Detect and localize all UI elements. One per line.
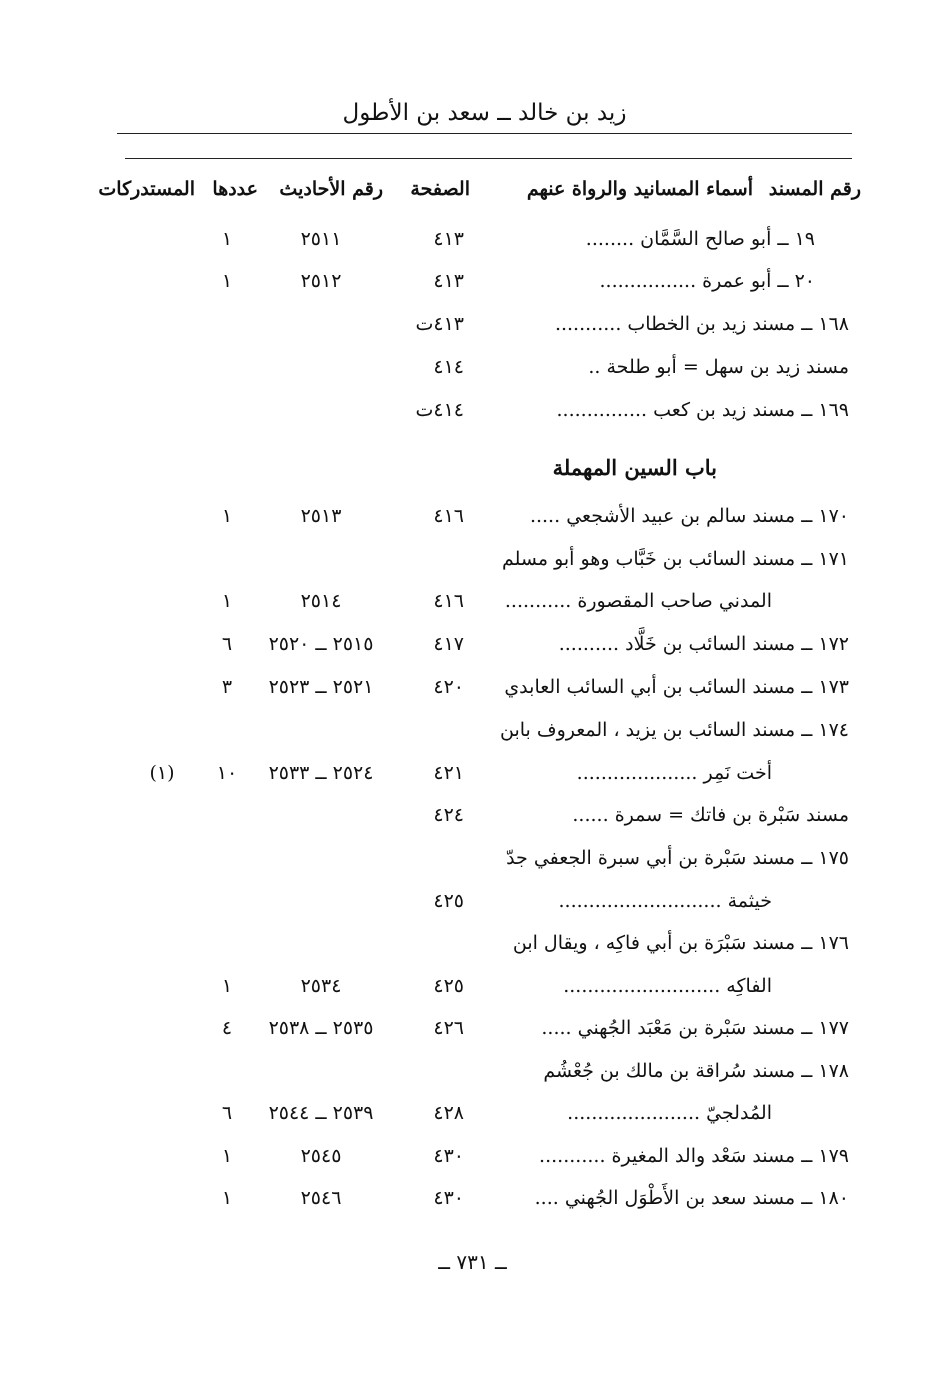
count-cell: ٦ — [221, 1102, 233, 1124]
table-row — [0, 975, 945, 1015]
page-cell: ٤٢٦ — [433, 1017, 464, 1039]
table-row — [0, 399, 945, 439]
table-row — [0, 548, 945, 588]
entry-name — [557, 399, 850, 421]
page-cell: ٤١٣ت — [415, 313, 464, 335]
page-cell: ٤٢٥ — [433, 890, 464, 912]
entry-text: أخت نَمِر — [703, 762, 772, 784]
entry-name — [599, 270, 815, 292]
section-title: باب السين المهملة — [552, 455, 717, 480]
entry-name — [588, 356, 849, 378]
hadith-numbers-cell: ٢٥٣٤ — [300, 975, 342, 997]
entry-text: ٢٠ ــ أبو عمرة — [702, 270, 815, 292]
leader-dots: ..... — [541, 1017, 572, 1039]
entry-text: المُدلجيّ — [706, 1102, 772, 1124]
entry-name — [558, 890, 772, 912]
hadith-numbers-cell: ٢٥٢٤ ــ ٢٥٣٣ — [268, 762, 374, 784]
entry-name — [577, 762, 772, 784]
hadith-numbers-cell: ٢٥١٣ — [300, 505, 342, 527]
table-row — [0, 676, 945, 716]
page-cell: ٤٢٥ — [433, 975, 464, 997]
page-cell: ٤١٦ — [433, 590, 464, 612]
table-row — [0, 590, 945, 630]
table-row — [0, 1102, 945, 1142]
leader-dots: ...... — [572, 804, 609, 826]
header-hadith-numbers: رقم الأحاديث — [279, 178, 383, 200]
entry-name — [543, 1060, 849, 1082]
table-row — [0, 633, 945, 673]
page-cell: ٤٢١ — [433, 762, 464, 784]
count-cell: ٣ — [221, 676, 233, 698]
count-cell: ١ — [221, 1187, 233, 1209]
leader-dots: .......... — [558, 633, 620, 655]
entry-name — [555, 313, 849, 335]
entry-name — [513, 932, 849, 954]
leader-dots: ...................... — [567, 1102, 701, 1124]
header-rule — [117, 133, 852, 134]
page-cell: ٤٢٠ — [433, 676, 464, 698]
table-row — [0, 270, 945, 310]
entry-name — [505, 590, 772, 612]
page-cell: ٤١٣ — [433, 228, 464, 250]
count-cell: ١ — [221, 505, 233, 527]
entry-name — [559, 633, 849, 655]
page-cell: ٤٣٠ — [433, 1145, 464, 1167]
entry-text: ١٧٤ ــ مسند السائب بن يزيد ، المعروف بابن — [500, 719, 849, 741]
table-row — [0, 1017, 945, 1057]
table-row — [0, 1187, 945, 1227]
entry-text: مسند زيد بن سهل = أبو طلحة — [606, 356, 849, 378]
hadith-numbers-cell: ٢٥٣٥ ــ ٢٥٣٨ — [268, 1017, 374, 1039]
running-head: زيد بن خالد ــ سعد بن الأطول — [342, 100, 627, 126]
table-row — [0, 1060, 945, 1100]
leader-dots: .... — [534, 1187, 559, 1209]
hadith-numbers-cell: ٢٥١٢ — [300, 270, 342, 292]
table-row — [0, 932, 945, 972]
entry-name — [530, 505, 849, 527]
table-row — [0, 505, 945, 545]
leader-dots: ........ — [585, 228, 635, 250]
entry-name — [535, 1187, 849, 1209]
count-cell: ١٠ — [216, 762, 238, 784]
page-cell: ٤٢٨ — [433, 1102, 464, 1124]
entry-text: مسند سَبْرة بن فاتك = سمرة — [614, 804, 849, 826]
entry-name — [500, 719, 849, 741]
entry-name — [563, 975, 772, 997]
entry-text: ١٧٦ ــ مسند سَبْرَة بن أبي فاكِه ، ويقال ابن — [512, 932, 849, 954]
page-cell: ٤١٤ت — [415, 399, 464, 421]
entry-name — [586, 228, 815, 250]
entry-name — [504, 676, 849, 698]
entry-text: خيثمة — [727, 890, 772, 912]
page-cell: ٤١٤ — [433, 356, 464, 378]
entry-text: ١٧٠ ــ مسند سالم بن عبيد الأشجعي — [566, 505, 849, 527]
entry-name — [541, 1017, 849, 1039]
entry-text: ١٧٣ ــ مسند السائب بن أبي السائب العابدي — [504, 676, 849, 698]
count-cell: ١ — [221, 228, 233, 250]
table-row — [0, 356, 945, 396]
page-cell: ٤١٦ — [433, 505, 464, 527]
hadith-numbers-cell: ٢٥٢١ ــ ٢٥٢٣ — [268, 676, 374, 698]
header-page: الصفحة — [410, 178, 470, 200]
count-cell: ٤ — [221, 1017, 233, 1039]
page-cell: ٤٣٠ — [433, 1187, 464, 1209]
entry-text: ١٧٧ ــ مسند سَبْرة بن مَعْبَد الجُهني — [577, 1017, 849, 1039]
leader-dots: ........... — [554, 313, 622, 335]
entry-text: ١٨٠ ــ مسند سعد بن الأَطْوَل الجُهني — [564, 1187, 849, 1209]
leader-dots: ........................... — [558, 890, 722, 912]
entry-name — [502, 548, 849, 570]
table-row — [0, 313, 945, 353]
entry-text: ١٦٨ ــ مسند زيد بن الخطاب — [627, 313, 849, 335]
entry-name — [567, 1102, 772, 1124]
table-row — [0, 847, 945, 887]
header-rule-secondary — [125, 158, 852, 159]
page-number: ــ ٧٣١ ــ — [438, 1250, 507, 1274]
entry-text: المدني صاحب المقصورة — [577, 590, 772, 612]
leader-dots: .................... — [576, 762, 698, 784]
hadith-numbers-cell: ٢٥١٥ ــ ٢٥٢٠ — [268, 633, 374, 655]
table-row — [0, 719, 945, 759]
entry-text: ١٧٩ ــ مسند سَعْد والد المغيرة — [611, 1145, 849, 1167]
hadith-numbers-cell: ٢٥٤٦ — [300, 1187, 342, 1209]
table-row — [0, 804, 945, 844]
count-cell: ١ — [221, 975, 233, 997]
leader-dots: .......................... — [563, 975, 721, 997]
entry-text: ١٧٨ ــ مسند سُراقة بن مالك بن جُعْشُم — [543, 1060, 849, 1082]
entry-name — [506, 847, 849, 869]
header-count: عددها — [212, 178, 258, 200]
leader-dots: ................ — [599, 270, 697, 292]
mustadrak-cell: (١) — [149, 762, 175, 784]
table-row — [0, 1145, 945, 1185]
entry-text: الفاكِه — [726, 975, 772, 997]
header-names: أسماء المسانيد والرواة عنهم — [526, 178, 753, 200]
entry-text: ١٧٢ ــ مسند السائب بن خَلَّاد — [625, 633, 849, 655]
entry-name — [539, 1145, 849, 1167]
count-cell: ٦ — [221, 633, 233, 655]
header-musnad-number: رقم المسند — [768, 178, 861, 200]
table-row — [0, 762, 945, 802]
leader-dots: ............... — [556, 399, 648, 421]
entry-name — [572, 804, 849, 826]
entry-text: ١٧١ ــ مسند السائب بن خَبَّاب وهو أبو مسلم — [501, 548, 849, 570]
entry-text: ١٩ ــ أبو صالح السَّمَّان — [640, 228, 815, 250]
page-cell: ٤١٣ — [433, 270, 464, 292]
hadith-numbers-cell: ٢٥٣٩ ــ ٢٥٤٤ — [268, 1102, 374, 1124]
table-row — [0, 890, 945, 930]
leader-dots: ........... — [539, 1145, 606, 1167]
count-cell: ١ — [221, 590, 233, 612]
entry-text: ١٧٥ ــ مسند سَبْرة بن أبي سبرة الجعفي جدّ — [506, 847, 849, 869]
count-cell: ١ — [221, 1145, 233, 1167]
leader-dots: .. — [588, 356, 601, 378]
count-cell: ١ — [221, 270, 233, 292]
table-row — [0, 228, 945, 268]
hadith-numbers-cell: ٢٥١٤ — [300, 590, 342, 612]
hadith-numbers-cell: ٢٥٤٥ — [300, 1145, 342, 1167]
entry-text: ١٦٩ ــ مسند زيد بن كعب — [653, 399, 849, 421]
leader-dots: ..... — [529, 505, 561, 527]
hadith-numbers-cell: ٢٥١١ — [300, 228, 342, 250]
page-cell: ٤٢٤ — [433, 804, 464, 826]
page-cell: ٤١٧ — [433, 633, 464, 655]
leader-dots: ........... — [504, 590, 572, 612]
header-mustadrakat: المستدركات — [98, 178, 195, 200]
